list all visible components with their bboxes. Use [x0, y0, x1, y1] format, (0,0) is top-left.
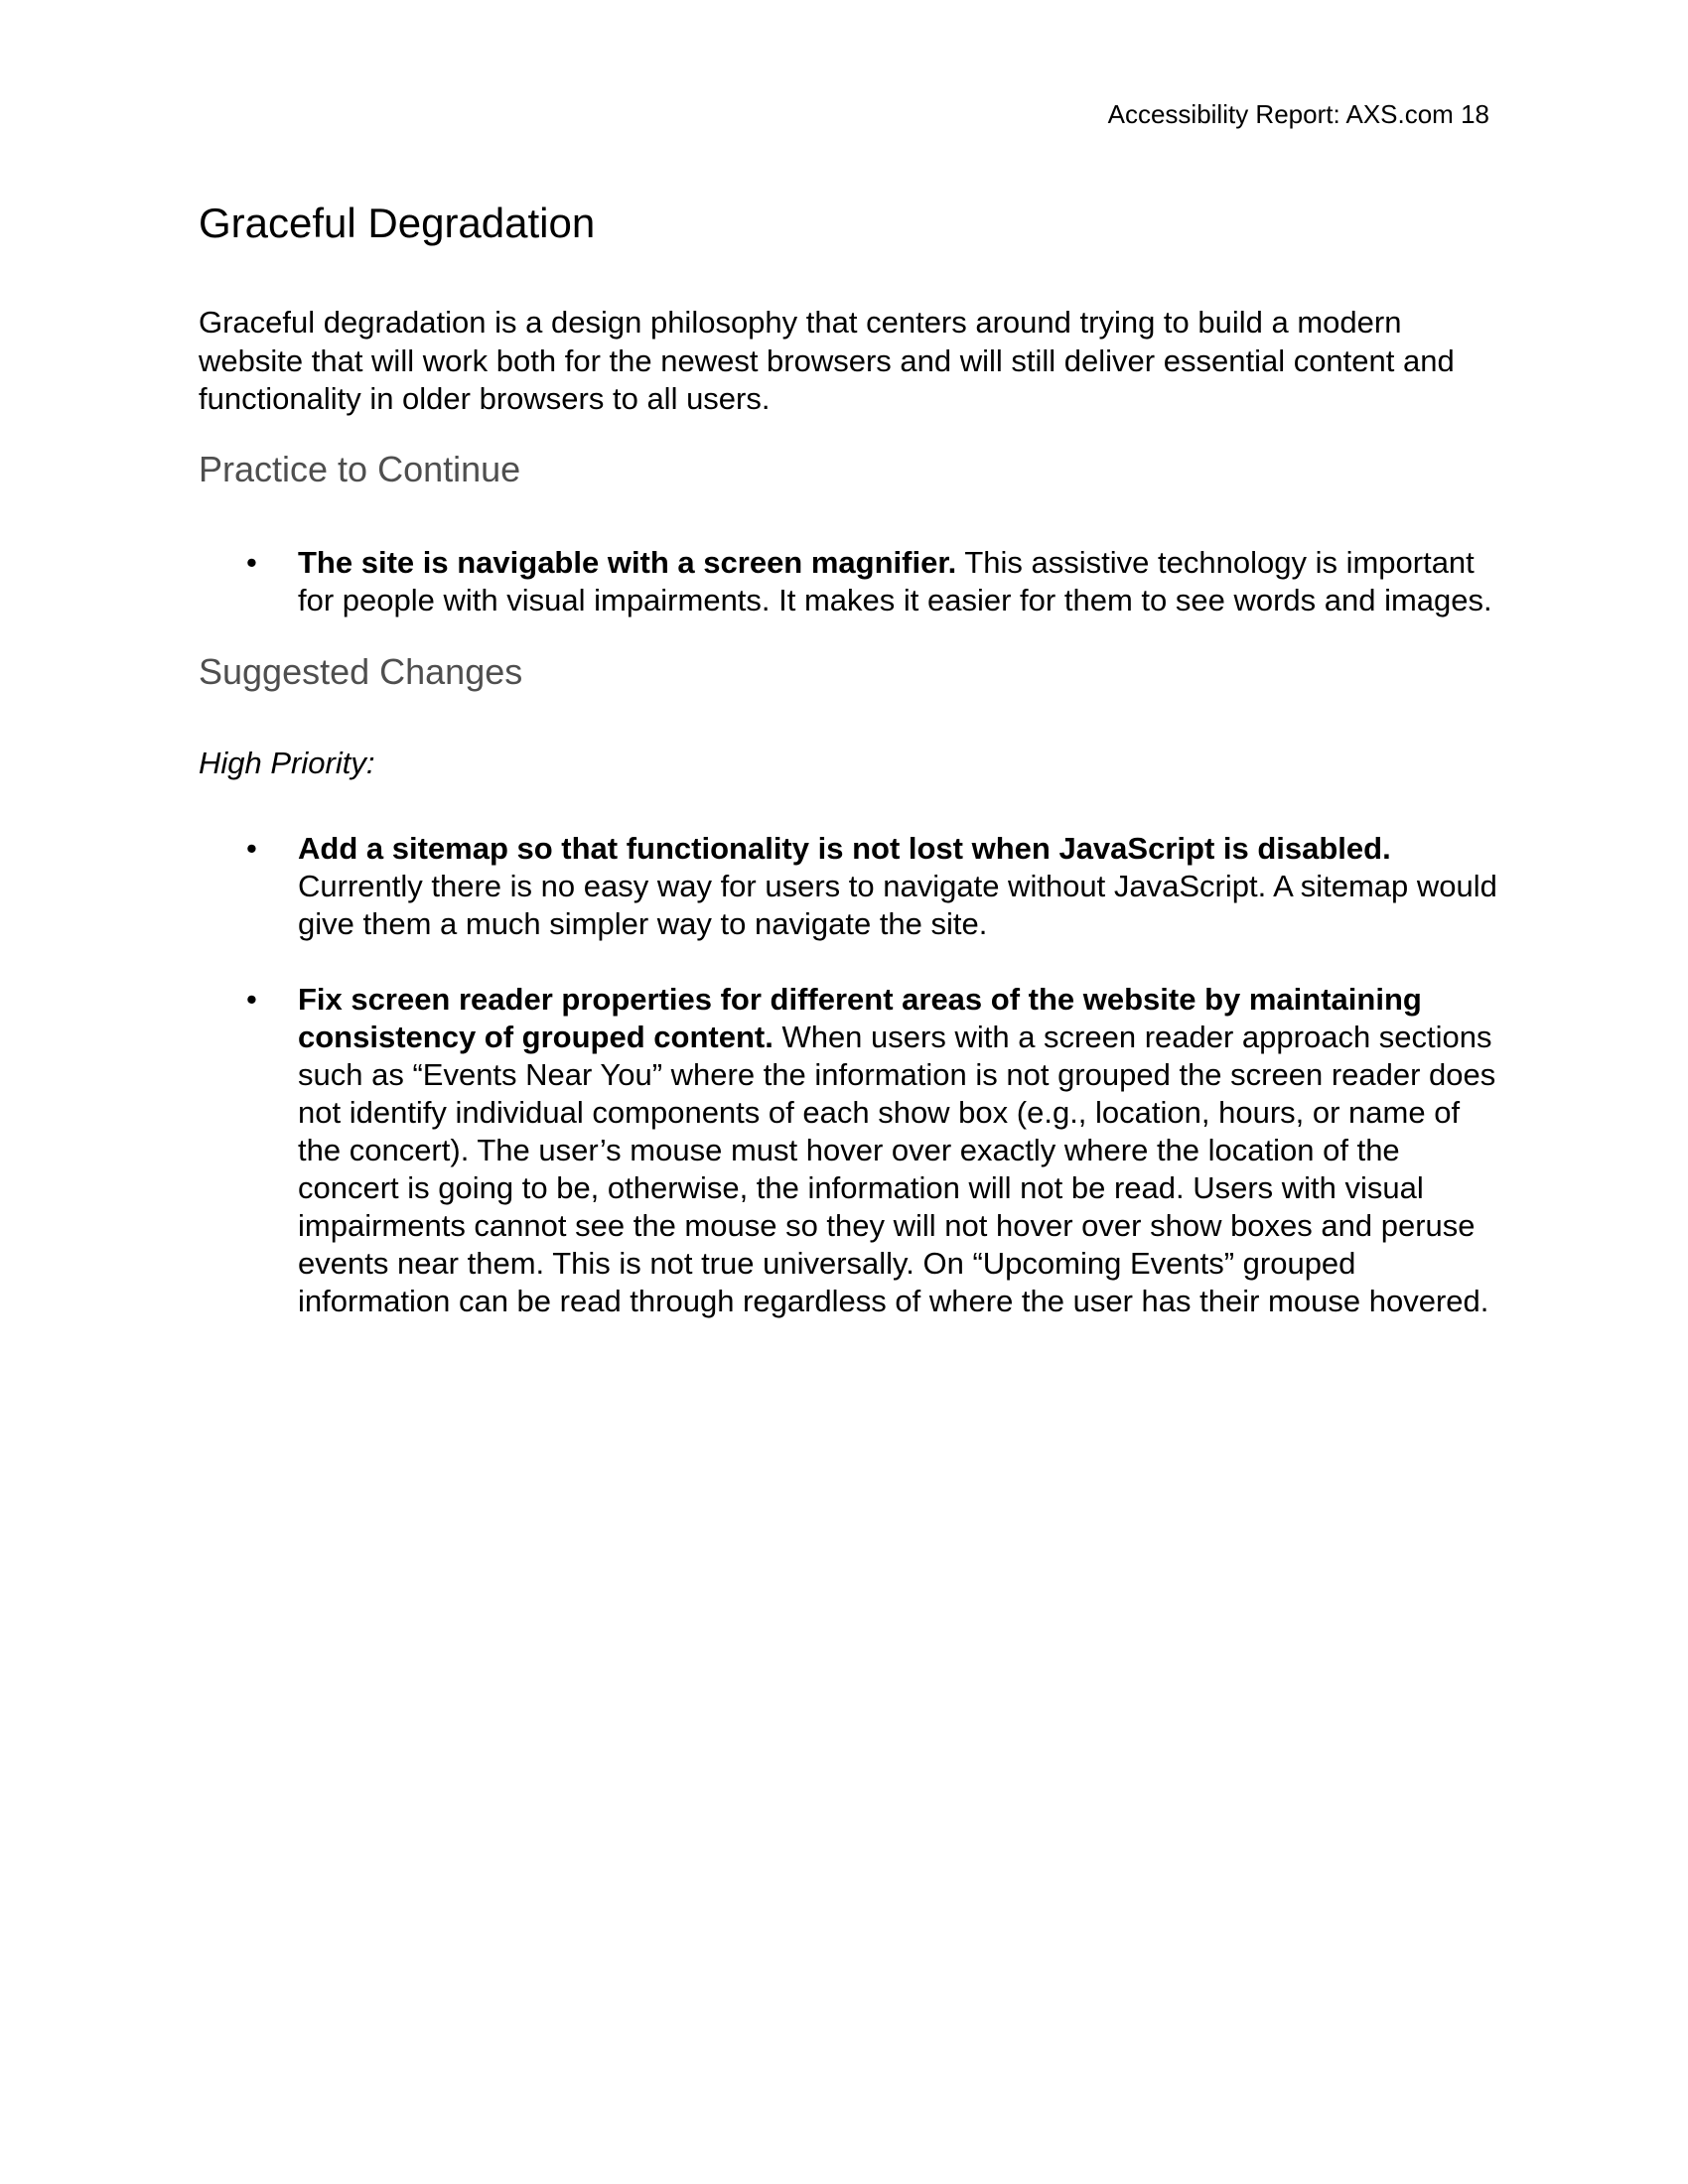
list-item-body: This assistive technology is important for people with visual impairments. It makes it easier for them to see words and images.	[298, 544, 1492, 617]
list-item-lead: The site is navigable with a screen magnifier.	[298, 544, 957, 580]
suggested-heading: Suggested Changes	[199, 650, 523, 692]
intro-paragraph: Graceful degradation is a design philosophy that centers around trying to build a modern website that will work both for the newest browsers and will still deliver essential content and functionality in older browsers to all users.	[199, 305, 1455, 416]
priority-label: High Priority:	[199, 745, 375, 780]
list-item-lead: Fix screen reader properties for different areas of the website by maintaining consistency of grouped content.	[298, 981, 1422, 1054]
list-item-lead: Add a sitemap so that functionality is not lost when JavaScript is disabled.	[298, 830, 1391, 866]
practice-list	[199, 544, 1499, 619]
bullet-icon: •	[246, 981, 257, 1017]
page-content	[199, 195, 1499, 1320]
page-title: Graceful Degradation	[199, 200, 596, 246]
practice-heading: Practice to Continue	[199, 448, 521, 489]
list-item-body: When users with a screen reader approach sections such as “Events Near You” where the information is not grouped the screen reader does not identify individual components of each show box (e.g., location, hours, or name of the concert). The user’s mouse must hover over exactly where the location of the concert is going to be, otherwise, the information will not be read. Users with visual impairments cannot see the mouse so they will not hover over show boxes and peruse events near them. This is not true universally. On “Upcoming Events” grouped information can be read through regardless of where the user has their mouse hovered.	[298, 1019, 1496, 1318]
list-item	[199, 544, 1499, 619]
list-item	[199, 830, 1499, 943]
running-header: Accessibility Report: AXS.com 18	[1107, 99, 1489, 129]
bullet-icon: •	[246, 544, 257, 580]
list-item	[199, 981, 1499, 1320]
suggested-list	[199, 830, 1499, 1320]
list-item-body: Currently there is no easy way for users to navigate without JavaScript. A sitemap would give them a much simpler way to navigate the site.	[298, 868, 1497, 941]
bullet-icon: •	[246, 830, 257, 866]
